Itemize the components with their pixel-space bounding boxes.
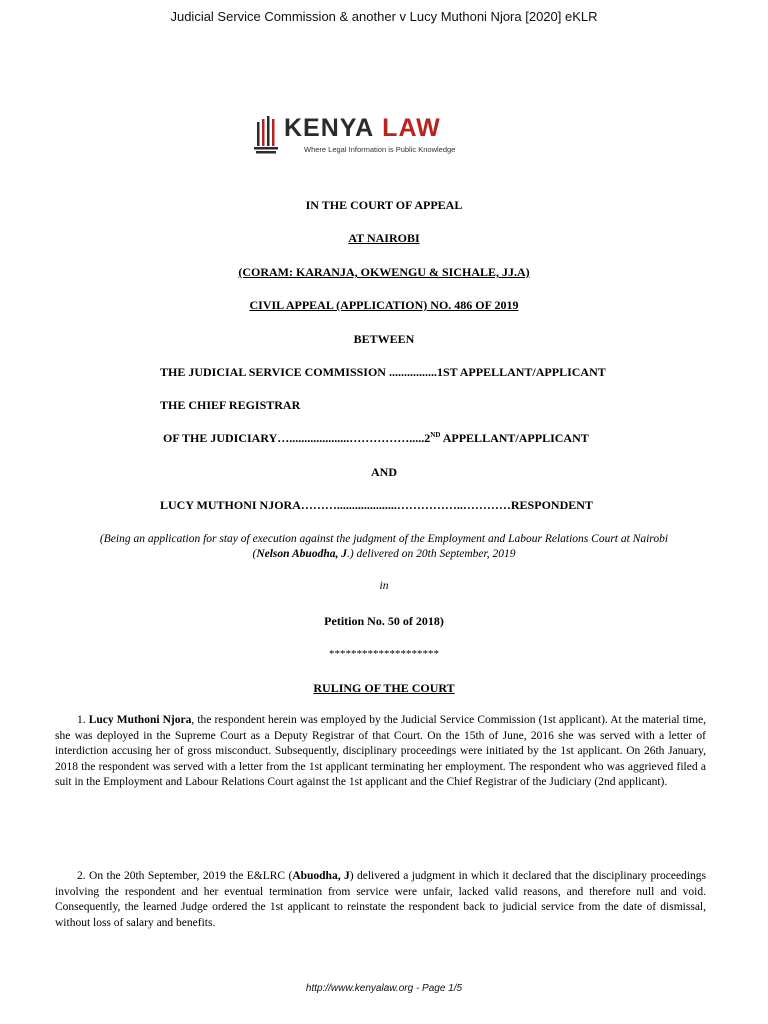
- p2-text: ) delivered a judgment in which it declared that the disciplinary proceedings involving the respondent and her eventual termination from service were unfair, lacked valid reasons, and therefore null and void. Consequently, the learned Judge ordered the 1st applicant to reinstate the respondent back to judicial service from the date of dismissal, without loss of salary and benefits.: [55, 870, 707, 929]
- page-footer: http://www.kenyalaw.org - Page 1/5: [305, 983, 463, 994]
- party-first-appellant: THE JUDICIAL SERVICE COMMISSION ................1ST APPELLANT/APPLICANT: [160, 365, 606, 379]
- note-line2: [70, 547, 698, 562]
- party-second-appellant-line1: THE CHIEF REGISTRAR: [160, 398, 301, 412]
- coram: (CORAM: KARANJA, OKWENGU & SICHALE, JJ.A): [238, 265, 530, 279]
- separator-stars: ********************: [329, 648, 439, 660]
- note-judge: Nelson Abuodha, J: [256, 548, 347, 560]
- appeal-number: CIVIL APPEAL (APPLICATION) NO. 486 OF 2019: [249, 298, 519, 312]
- application-note: [70, 532, 698, 562]
- between-label: BETWEEN: [353, 332, 415, 346]
- kenya-law-logo: [254, 114, 474, 160]
- court-name: IN THE COURT OF APPEAL: [305, 198, 463, 212]
- logo-word-kenya: KENYA: [284, 114, 375, 142]
- ruling-title: RULING OF THE COURT: [313, 681, 455, 695]
- p1-number: 1.: [77, 714, 89, 726]
- party-second-appellant-line2: [163, 431, 589, 446]
- p2-judge: Abuodha, J: [292, 870, 350, 882]
- p2-intro: 2. On the 20th September, 2019 the E&LRC (: [77, 870, 293, 882]
- logo-tagline: Where Legal Information is Public Knowledge: [304, 145, 456, 154]
- party2-text: OF THE JUDICIARY…....................…………….....2: [163, 431, 431, 445]
- note-paren: (: [252, 548, 257, 560]
- note-line1: (Being an application for stay of execution against the judgment of the Employment and Labour Relations Court at Nairobi: [99, 533, 669, 545]
- logo-word-law: LAW: [382, 114, 441, 142]
- paragraph-1: [55, 713, 706, 791]
- p1-name: Lucy Muthoni Njora: [88, 714, 192, 726]
- petition-number: Petition No. 50 of 2018): [324, 614, 444, 628]
- p1-text: , the respondent herein was employed by the Judicial Service Commission (1st applicant). At the material time, she was deployed in the Supreme Court as a Deputy Registrar of that Court. On the 15th of June, 2016 she was served with a letter of interdiction accusing her of gross misconduct. Subsequently, disciplinary proceedings were initiated by the 1st applicant. On 26th January, 2018 the respondent was served with a letter from the 1st applicant terminating her employment. The respondent who was aggrieved filed a suit in the Employment and Labour Relations Court against the 1st applicant and the Chief Registrar of the Judiciary (2nd applicant).: [55, 714, 707, 788]
- court-location: AT NAIROBI: [348, 231, 420, 245]
- party-respondent: LUCY MUTHONI NJORA………....................……………..…………RESPONDENT: [160, 498, 593, 512]
- pillars-logo-icon: [254, 116, 280, 154]
- and-label: AND: [371, 465, 397, 479]
- paragraph-2: [55, 869, 706, 931]
- party2-superscript: ND: [430, 431, 441, 439]
- in-label: in: [379, 580, 389, 592]
- party2-role: APPELLANT/APPLICANT: [440, 431, 589, 445]
- document-header: Judicial Service Commission & another v Lucy Muthoni Njora [2020] eKLR: [170, 9, 598, 24]
- note-date: .) delivered on 20th September, 2019: [346, 548, 516, 560]
- logo-wordmark: [284, 114, 441, 143]
